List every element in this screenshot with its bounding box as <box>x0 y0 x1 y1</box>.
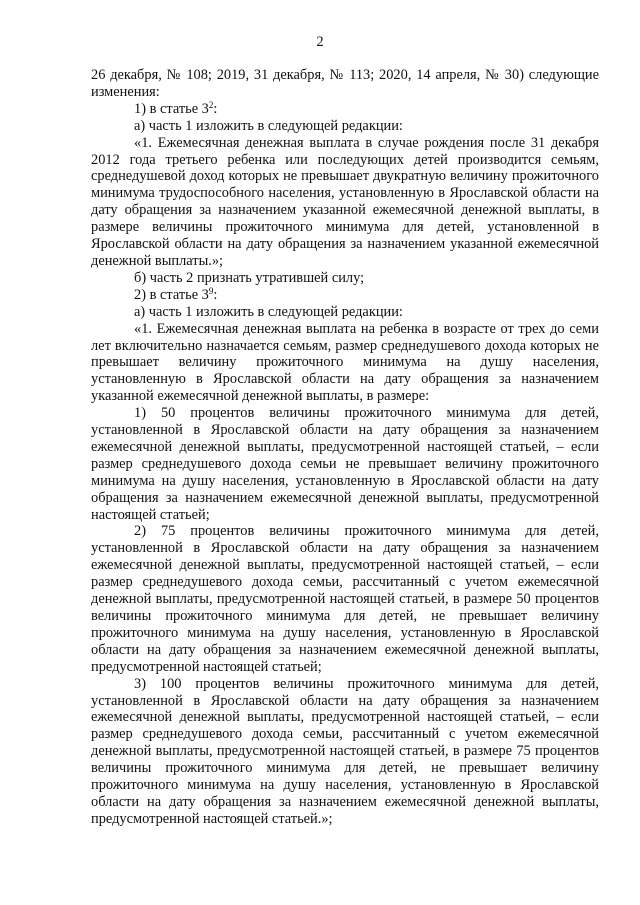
paragraph: б) часть 2 признать утратившей силу; <box>134 269 365 286</box>
superscript: 2 <box>208 99 214 110</box>
paragraph <box>91 101 599 118</box>
paragraph: 26 декабря, № 108; 2019, 31 декабря, № 113; 2020, 14 апреля, № 30) следующие изменения: <box>91 67 599 100</box>
paragraph-text: 2) в статье 3 <box>134 286 209 303</box>
paragraph: а) часть 1 изложить в следующей редакции: <box>134 303 403 320</box>
list-item: 3) 100 процентов величины прожиточного минимума для детей, установленной в Ярославской области на дату обращения за назначением ежемесячной денежной выплаты, предусмотренной настоящей статьей, – если размер среднедушевого дохода семьи, рассчитанный с учетом ежемесячной денежной выплаты, предусмотренной настоящей статьей, в размере 75 процентов величины прожиточного минимума для детей, не превышает величину прожиточного минимума на душу населения, установленную в Ярославской области на дату обращения за назначением ежемесячной денежной выплаты, предусмотренной настоящей статьей.»; <box>91 675 599 827</box>
paragraph <box>91 287 599 304</box>
quoted-paragraph: «1. Ежемесячная денежная выплата на ребенка в возрасте от трех до семи лет включительно назначается семьям, размер среднедушевого дохода которых не превышает величину прожиточного минимума на душу населения, установленную в Ярославской области на дату обращения за назначением указанной ежемесячной денежной выплаты, в размере: <box>91 320 599 405</box>
list-item: 1) 50 процентов величины прожиточного минимума для детей, установленной в Ярославской области на дату обращения за назначением ежемесячной денежной выплаты, предусмотренной настоящей статьей, – если размер среднедушевого дохода семьи не превышает величину прожиточного минимума на душу населения, установленную в Ярославской области на дату обращения за назначением ежемесячной денежной выплаты, предусмотренной настоящей статьей; <box>91 405 599 523</box>
document-body <box>91 67 599 828</box>
paragraph: а) часть 1 изложить в следующей редакции: <box>134 117 403 134</box>
list-item: 2) 75 процентов величины прожиточного минимума для детей, установленной в Ярославской области на дату обращения за назначением ежемесячной денежной выплаты, предусмотренной настоящей статьей, – если размер среднедушевого дохода семьи, рассчитанный с учетом ежемесячной денежной выплаты, предусмотренной настоящей статьей, в размере 50 процентов величины прожиточного минимума для детей, не превышает величину прожиточного минимума на душу населения, установленную в Ярославской области на дату обращения за назначением ежемесячной денежной выплаты, предусмотренной настоящей статьей; <box>91 523 599 675</box>
paragraph-text: 1) в статье 3 <box>134 100 209 117</box>
page-number: 2 <box>316 34 324 50</box>
paragraph-tail: : <box>213 100 218 117</box>
superscript: 9 <box>208 285 214 296</box>
quoted-paragraph: «1. Ежемесячная денежная выплата в случае рождения после 31 декабря 2012 года третьего ребенка или последующих детей производится семьям, среднедушевой доход которых не превышает двукратную величину прожиточного минимума трудоспособного населения, установленную в Ярославской области на дату обращения за назначением указанной ежемесячной денежной выплаты, в размере величины прожиточного минимума для детей, установленной в Ярославской области на дату обращения за назначением указанной ежемесячной денежной выплаты.»; <box>91 134 599 269</box>
paragraph-tail: : <box>213 286 218 303</box>
